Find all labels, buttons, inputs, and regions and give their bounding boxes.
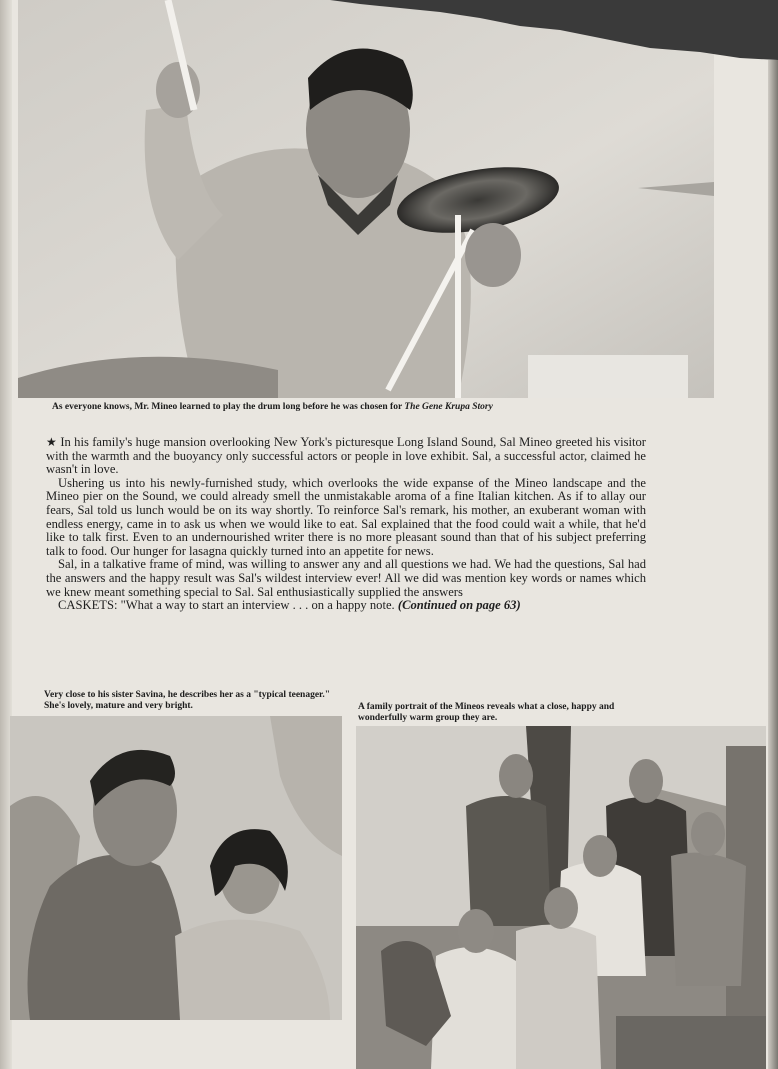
page-right-edge [768, 60, 778, 1069]
article-last-line [46, 599, 646, 613]
article-paragraph-text: In his family's huge mansion overlooking New York's picturesque Long Island Sound, Sal Mineo greeted his visitor with the warmth and the buoyancy only successful actors or people in love exhibit. Sal, a successful actor, claimed he wasn't in love. [46, 435, 646, 477]
photo-sal-and-sister [10, 716, 342, 1020]
caption-left: Very close to his sister Savina, he describes her as a "typical teenager." She's lovely, mature and very bright. [44, 690, 331, 711]
caption-right: A family portrait of the Mineos reveals what a close, happy and wonderfully warm group they are. [358, 702, 615, 723]
article-paragraph: Ushering us into his newly-furnished study, which overlooks the wide expanse of the Mineo landscape and the Mineo pier on the Sound, we could already smell the unmistakable aroma of a fine Italian kitchen. As if to allay our fears, Sal told us lunch would be on its way shortly. To reinforce Sal's remark, his mother, an exuberant woman with endless energy, came in to ask us when we would like to eat. Sal explained that the food could wait a while, that he'd like to talk first. Even to an undernourished writer there is no more pleasant sound than that of his subject preferring talk to food. Our hunger for lasagna quickly turned into an appetite for news. [46, 475, 646, 558]
article-paragraph: Sal, in a talkative frame of mind, was willing to answer any and all questions we had. We had the questions, Sal had the answers and the happy result was Sal's wildest interview ever! All we did was mention key words or names which we knew meant something special to Sal. Sal enthusiastically supplied the answers [46, 557, 646, 599]
continued-note: (Continued on page 63) [397, 598, 521, 613]
caption-top-text: As everyone knows, Mr. Mineo learned to play the drum long before he was chosen for [52, 402, 402, 412]
caption-top [52, 402, 702, 413]
photo-family-portrait [356, 726, 766, 1069]
torn-paper-edge [0, 0, 778, 70]
article-body [46, 436, 646, 613]
caption-top-film-title: The Gene Krupa Story [404, 402, 493, 412]
article-last-line-text: CASKETS: "What a way to start an interview . . . on a happy note. [58, 598, 395, 613]
star-icon: ★ [46, 435, 57, 449]
article-paragraph [46, 436, 646, 477]
